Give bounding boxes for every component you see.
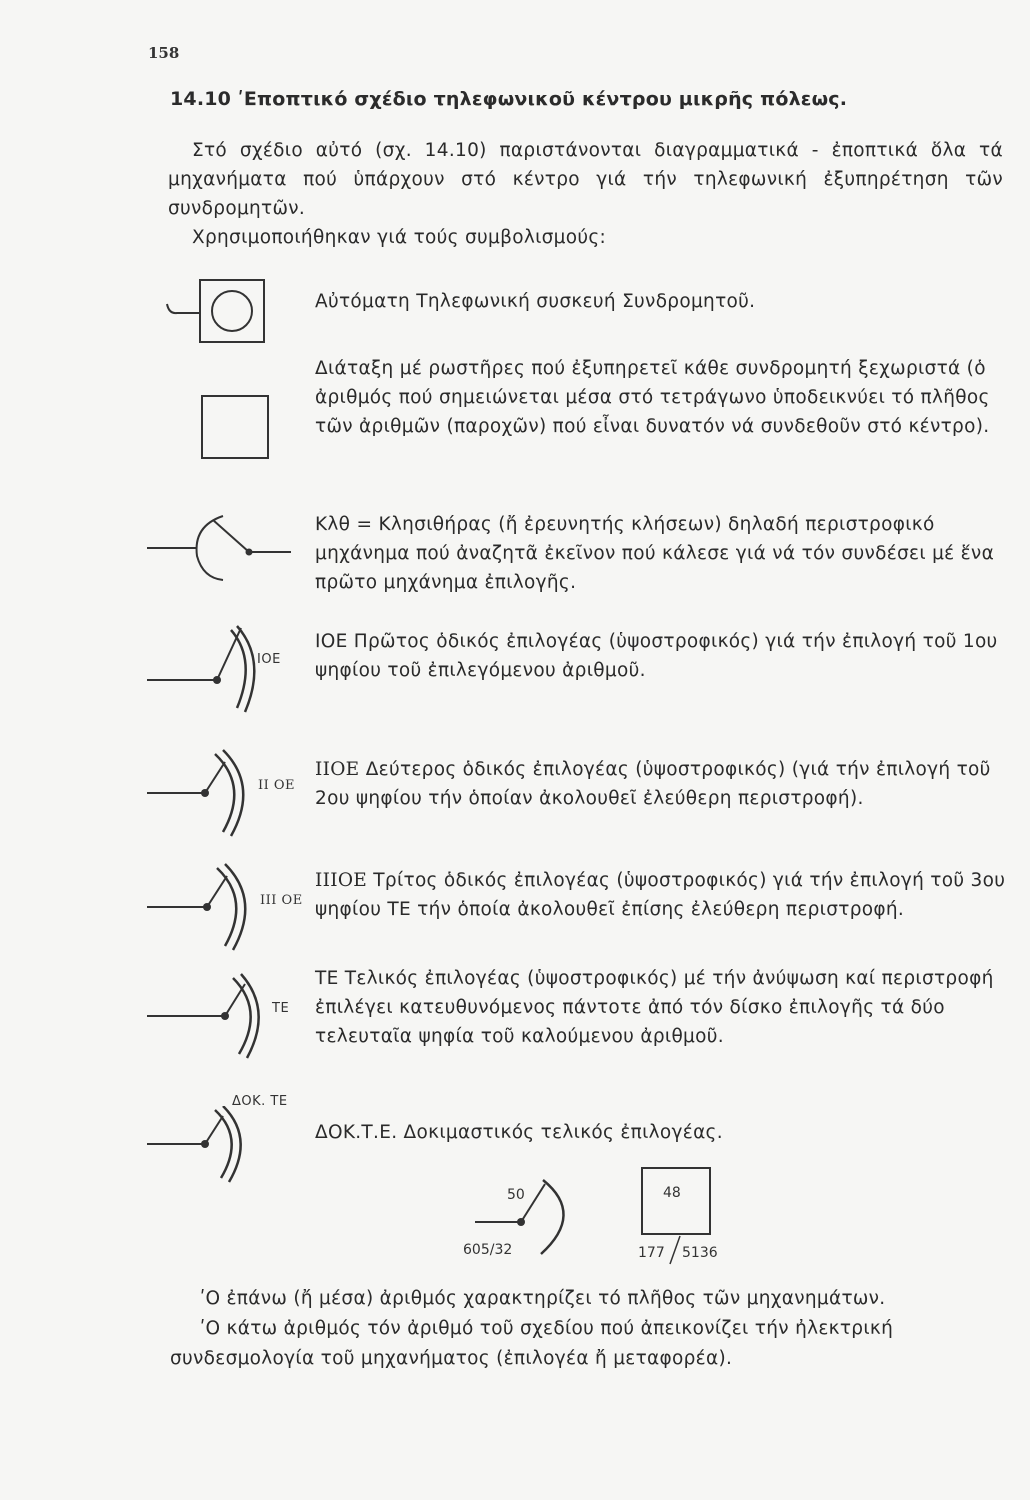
call-finder-icon: [145, 508, 295, 588]
first-selector-icon: [145, 620, 265, 720]
intro-text: [168, 136, 1003, 252]
third-selector-icon: [145, 862, 265, 952]
first-selector-label: ΙΟΕ: [257, 652, 281, 667]
intro-symbols-line: Χρησιμοποιήθηκαν γιά τούς συμβολισμούς:: [192, 227, 607, 248]
legend-third-selector: ΙΙΙΟΕ Τρίτος ὁδικός ἐπιλογέας (ὑψοστροφικός) γιά τήν ἐπιλογή τοῦ 3ου ψηφίου ΤΕ τήν ὁποία ἀκολουθεῖ ἐπίσης ἐλεύθερη περιστροφή.: [315, 870, 1006, 920]
legend-telephone-set: Αὐτόματη Τηλεφωνική συσκευή Συνδρομητοῦ.: [315, 291, 756, 312]
example-box-drawing-left: 177: [638, 1245, 665, 1261]
test-final-selector-icon: [145, 1106, 255, 1186]
second-selector-code: ΙΙΟΕ: [315, 759, 360, 780]
intro-paragraph: Στό σχέδιο αὐτό (σχ. 14.10) παριστάνονται διαγραμματικά - ἐποπτικά ὅλα τά μηχανήματα πού ὑπάρχουν στό κέντρο γιά τήν τηλεφωνική ἐξυπηρέτηση τῶν συνδρομητῶν.: [168, 140, 1003, 219]
third-selector-code: ΙΙΙΟΕ: [315, 870, 368, 891]
example-selector-count: 50: [507, 1187, 525, 1203]
final-selector-label: ΤΕ: [272, 1001, 290, 1016]
legend-second-selector: ΙΙΟΕ Δεύτερος ὁδικός ἐπιλογέας (ὑψοστροφικός) (γιά τήν ἐπιλογή τοῦ 2ου ψηφίου τήν ὁποίαν ἀκολουθεῖ ἐλεύθερη περιστροφή).: [315, 759, 991, 809]
example-box-count: 48: [663, 1185, 681, 1201]
final-selector-icon: [145, 972, 265, 1062]
legend-first-selector: ΙΟΕ Πρῶτος ὁδικός ἐπιλογέας (ὑψοστροφικός) γιά τήν ἐπιλογή τοῦ 1ου ψηφίου τοῦ ἐπιλεγόμενου ἀριθμοῦ.: [315, 631, 998, 681]
page-number: 158: [148, 44, 180, 62]
legend-call-finder: Κλθ = Κλησιθήρας (ἤ ἐρευνητής κλήσεων) δηλαδή περιστροφικό μηχάνημα πού ἀναζητᾶ ἐκεῖνον πού κάλεσε γιά νά τόν συνδέσει μέ ἕνα πρῶτο μηχάνημα ἐπιλογῆς.: [315, 514, 995, 593]
example-selector-icon: [455, 1172, 585, 1272]
second-selector-icon: [145, 748, 265, 838]
legend-test-final-selector: ΔΟΚ.Τ.Ε. Δοκιμαστικός τελικός ἐπιλογέας.: [315, 1122, 723, 1143]
footer-notes: [170, 1284, 1020, 1374]
second-selector-label: ΙΙ ΟΕ: [258, 778, 296, 793]
relay-box-icon: [196, 390, 276, 462]
legend-final-selector: ΤΕ Τελικός ἐπιλογέας (ὑψοστροφικός) μέ τήν ἀνύψωση καί περιστροφή ἐπιλέγει κατευθυνόμενος πάντοτε ἀπό τόν δίσκο ἐπιλογῆς τά δύο τελευταῖα ψηφία τοῦ καλούμενου ἀριθμοῦ.: [315, 968, 994, 1047]
section-heading: 14.10 ʹΕποπτικό σχέδιο τηλεφωνικοῦ κέντρου μικρῆς πόλεως.: [170, 88, 848, 110]
legend-relay-box: Διάταξη μέ ρωστῆρες πού ἐξυπηρετεῖ κάθε συνδρομητή ξεχωριστά (ὁ ἀριθμός πού σημειώνεται μέσα στό τετράγωνο ὑποδεικνύει τό πλῆθος τῶν ἀριθμῶν (παροχῶν) πού εἶναι δυνατόν νά συνδεθοῦν στό κέντρο).: [315, 358, 990, 437]
example-box-drawing-right: 5136: [682, 1245, 718, 1261]
example-selector-drawing: 605/32: [463, 1242, 513, 1258]
telephone-set-icon: [165, 270, 275, 350]
footer-line-1: ʹΟ ἐπάνω (ἤ μέσα) ἀριθμός χαρακτηρίζει τό πλῆθος τῶν μηχανημάτων.: [200, 1288, 886, 1309]
first-selector-code: ΙΟΕ: [315, 631, 348, 652]
footer-line-2: ʹΟ κάτω ἀριθμός τόν ἀριθμό τοῦ σχεδίου πού ἀπεικονίζει τήν ἠλεκτρική συνδεσμολογία τοῦ μηχανήματος (ἐπιλογέα ἤ μεταφορέα).: [170, 1318, 894, 1369]
test-final-selector-label: ΔΟΚ. ΤΕ: [232, 1094, 288, 1109]
third-selector-label: ΙΙΙ ΟΕ: [260, 893, 303, 908]
example-relay-box-icon: [630, 1164, 730, 1274]
